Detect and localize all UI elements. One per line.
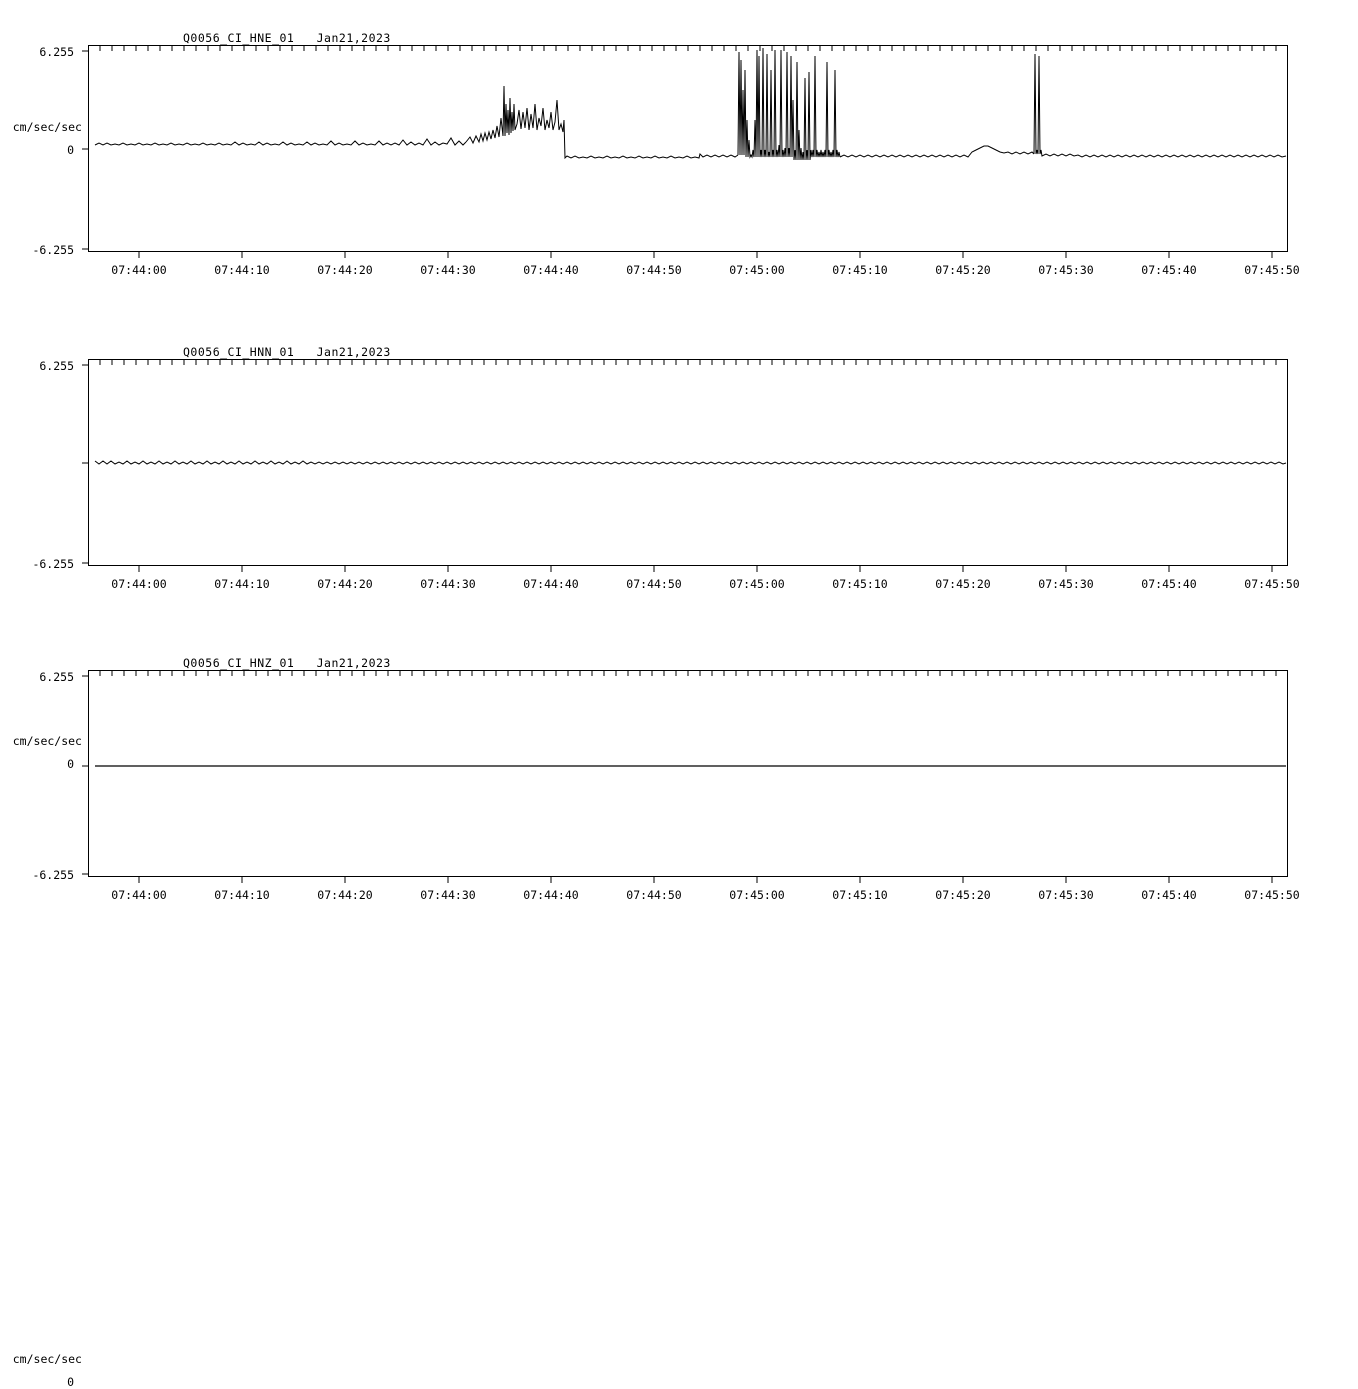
x-tick-hne-10: 07:45:40 <box>1141 263 1197 277</box>
y-axis-label-hne: cm/sec/sec <box>12 120 82 134</box>
panel-title-hnn: Q0056_CI_HNN_01 Jan21,2023 <box>183 345 391 359</box>
x-tick-hnn-1: 07:44:10 <box>214 577 270 591</box>
x-tick-hne-6: 07:45:00 <box>729 263 785 277</box>
x-tick-hne-5: 07:44:50 <box>626 263 682 277</box>
panel-hnz <box>0 616 1358 1389</box>
trace-svg-hnz <box>0 616 1358 924</box>
x-tick-hne-3: 07:44:30 <box>420 263 476 277</box>
x-tick-hne-11: 07:45:50 <box>1244 263 1300 277</box>
x-tick-hne-9: 07:45:30 <box>1038 263 1094 277</box>
y-tick-min-hne: -6.255 <box>32 243 74 257</box>
x-tick-hnz-5: 07:44:50 <box>626 888 682 902</box>
x-tick-hne-8: 07:45:20 <box>935 263 991 277</box>
x-tick-hne-4: 07:44:40 <box>523 263 579 277</box>
y-tick-min-hnn: -6.255 <box>32 557 74 571</box>
y-tick-max-hnn: 6.255 <box>39 359 74 373</box>
x-tick-hnz-1: 07:44:10 <box>214 888 270 902</box>
trace-svg-hne <box>0 0 1358 308</box>
x-tick-hnz-4: 07:44:40 <box>523 888 579 902</box>
x-tick-hnn-3: 07:44:30 <box>420 577 476 591</box>
x-tick-hnn-10: 07:45:40 <box>1141 577 1197 591</box>
x-tick-hne-1: 07:44:10 <box>214 263 270 277</box>
x-tick-hnz-7: 07:45:10 <box>832 888 888 902</box>
x-tick-hnn-6: 07:45:00 <box>729 577 785 591</box>
x-tick-hnz-6: 07:45:00 <box>729 888 785 902</box>
panel-title-hne: Q0056_CI_HNE_01 Jan21,2023 <box>183 31 391 45</box>
y-tick-max-hne: 6.255 <box>39 45 74 59</box>
x-tick-hnn-2: 07:44:20 <box>317 577 373 591</box>
y-tick-zero-hne: 0 <box>67 143 74 157</box>
x-tick-hnn-8: 07:45:20 <box>935 577 991 591</box>
x-tick-hnn-5: 07:44:50 <box>626 577 682 591</box>
panel-title-hnz: Q0056_CI_HNZ_01 Jan21,2023 <box>183 656 391 670</box>
x-tick-hnn-9: 07:45:30 <box>1038 577 1094 591</box>
y-tick-zero-hnn: 0 <box>67 757 74 771</box>
y-axis-label-hnn: cm/sec/sec <box>12 734 82 748</box>
x-tick-hnz-0: 07:44:00 <box>111 888 167 902</box>
x-tick-hnn-11: 07:45:50 <box>1244 577 1300 591</box>
y-tick-max-hnz: 6.255 <box>39 670 74 684</box>
x-tick-hnz-9: 07:45:30 <box>1038 888 1094 902</box>
x-tick-hnn-4: 07:44:40 <box>523 577 579 591</box>
y-tick-zero-hnz: 0 <box>67 1375 74 1389</box>
x-tick-hne-7: 07:45:10 <box>832 263 888 277</box>
y-axis-label-hnz: cm/sec/sec <box>12 1352 82 1366</box>
x-tick-hnz-11: 07:45:50 <box>1244 888 1300 902</box>
x-tick-hnz-8: 07:45:20 <box>935 888 991 902</box>
x-tick-hnz-3: 07:44:30 <box>420 888 476 902</box>
x-tick-hnn-7: 07:45:10 <box>832 577 888 591</box>
trace-svg-hnn <box>0 308 1358 616</box>
x-tick-hne-2: 07:44:20 <box>317 263 373 277</box>
x-tick-hnz-2: 07:44:20 <box>317 888 373 902</box>
x-tick-hne-0: 07:44:00 <box>111 263 167 277</box>
y-tick-min-hnz: -6.255 <box>32 868 74 882</box>
panel-hne <box>0 0 1358 308</box>
x-tick-hnn-0: 07:44:00 <box>111 577 167 591</box>
x-tick-hnz-10: 07:45:40 <box>1141 888 1197 902</box>
